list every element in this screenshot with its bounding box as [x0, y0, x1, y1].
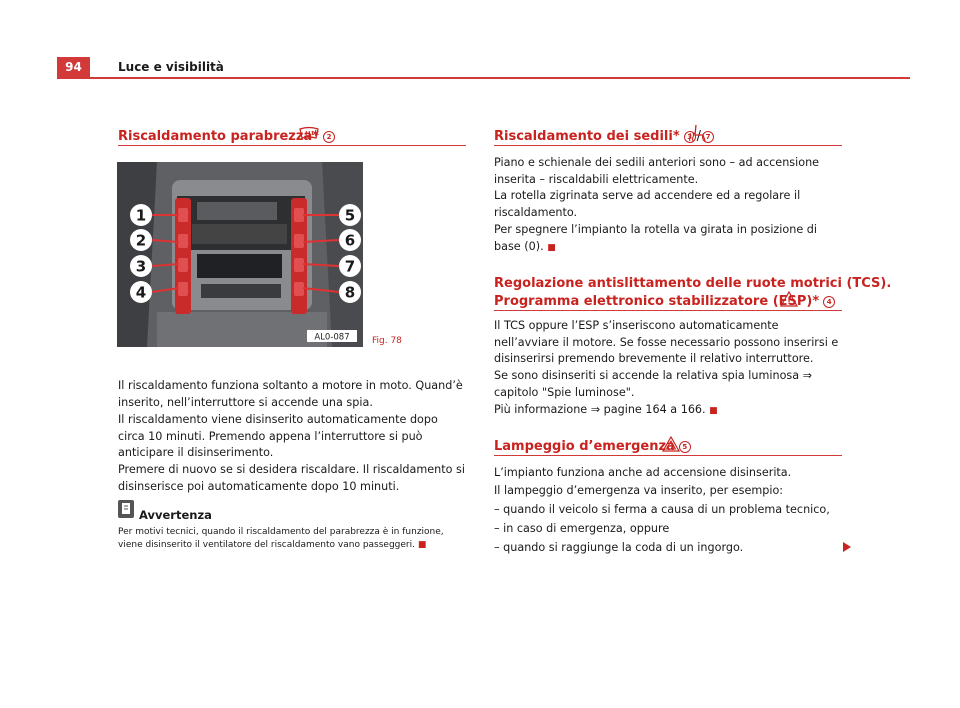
heading-rule	[118, 145, 466, 146]
figure-number-5: 5	[344, 206, 356, 225]
paragraph: Più informazione ⇒ pagine 164 a 166. ■	[494, 403, 718, 416]
paragraph: Se sono disinseriti si accende la relativa spia luminosa ⇒ capitolo "Spie luminose".	[494, 369, 813, 399]
paragraph: L’impianto funziona anche ad accensione disinserita.	[494, 466, 792, 479]
note-icon	[118, 500, 134, 518]
page-number: 94	[57, 57, 90, 77]
paragraph: Il riscaldamento funziona soltanto a motore in moto. Quand’è inserito, nell’interruttore si accende una spia.	[118, 379, 463, 409]
paragraph: Il TCS oppure l’ESP s’inseriscono automaticamente nell’avviare il motore. Se fosse necessario possono inserirsi e disinserirsi premendo brevemente il relativo interruttore.	[494, 319, 839, 365]
heading-rule	[494, 310, 842, 311]
next-page-arrow-icon	[843, 542, 851, 552]
paragraph: Premere di nuovo se si desidera riscaldare. Il riscaldamento si disinserisce poi automaticamente dopo 10 minuti.	[118, 463, 465, 493]
hazard-triangle-icon	[662, 436, 680, 452]
console-illustration	[117, 162, 363, 347]
circle-number: 3	[684, 131, 696, 143]
paragraph: Piano e schienale dei sedili anteriori sono – ad accensione inserita – riscaldabili elettricamente.	[494, 156, 820, 186]
heading-seat-heating: Riscaldamento dei sedili* 3 / 7	[494, 129, 714, 144]
list-item: – quando il veicolo si ferma a causa di un problema tecnico,	[494, 503, 830, 516]
note-title: Avvertenza	[139, 508, 212, 522]
note-text: Per motivi tecnici, quando il riscaldamento del parabrezza è in funzione, viene disinserito il ventilatore del riscaldamento vano passeggeri. ■	[118, 527, 444, 550]
circle-number: 2	[323, 131, 335, 143]
paragraph: La rotella zigrinata serve ad accendere ed a regolare il riscaldamento.	[494, 189, 801, 219]
stop-mark: ■	[417, 540, 427, 550]
windshield-heating-icon	[298, 126, 320, 142]
circle-number: 5	[679, 441, 691, 453]
figure-number-6: 6	[344, 231, 356, 250]
figure-number-3: 3	[135, 257, 147, 276]
center-console-figure	[117, 162, 363, 347]
paragraph: Il lampeggio d’emergenza va inserito, per esempio:	[494, 484, 784, 497]
figure-number-7: 7	[344, 257, 356, 276]
stop-mark: ■	[547, 242, 556, 253]
list-item: – in caso di emergenza, oppure	[494, 522, 670, 535]
section-title: Luce e visibilità	[118, 60, 224, 74]
figure-number-4: 4	[135, 283, 147, 302]
heading-rule	[494, 455, 842, 456]
paragraph: Il riscaldamento viene disinserito automaticamente dopo circa 10 minuti. Premendo appena l’interruttore si può anticipare il disinserimento.	[118, 413, 438, 459]
circle-number: 4	[823, 296, 835, 308]
seat-heating-icon	[688, 123, 708, 143]
circle-number: 7	[702, 131, 714, 143]
list-item: – quando si raggiunge la coda di un ingorgo.	[494, 541, 744, 554]
figure-number-8: 8	[344, 283, 356, 302]
warning-triangle-icon	[780, 291, 798, 307]
figure-number-1: 1	[135, 206, 147, 225]
figure-label: AL0-087	[314, 332, 350, 343]
figure-number-2: 2	[135, 231, 147, 250]
paragraph: Per spegnere l’impianto la rotella va girata in posizione di base (0). ■	[494, 223, 817, 253]
header-rule	[57, 77, 910, 79]
heading-esp: Programma elettronico stabilizzatore (ESP)* 4	[494, 294, 835, 309]
figure-caption: Fig. 78	[372, 336, 402, 346]
stop-mark: ■	[709, 406, 718, 416]
heading-windshield-heating: Riscaldamento parabrezza* 2	[118, 129, 335, 144]
heading-tcs: Regolazione antislittamento delle ruote motrici (TCS).	[494, 276, 892, 291]
heading-rule	[494, 145, 842, 146]
heading-hazard-lights: Lampeggio d’emergenza 5	[494, 439, 691, 454]
